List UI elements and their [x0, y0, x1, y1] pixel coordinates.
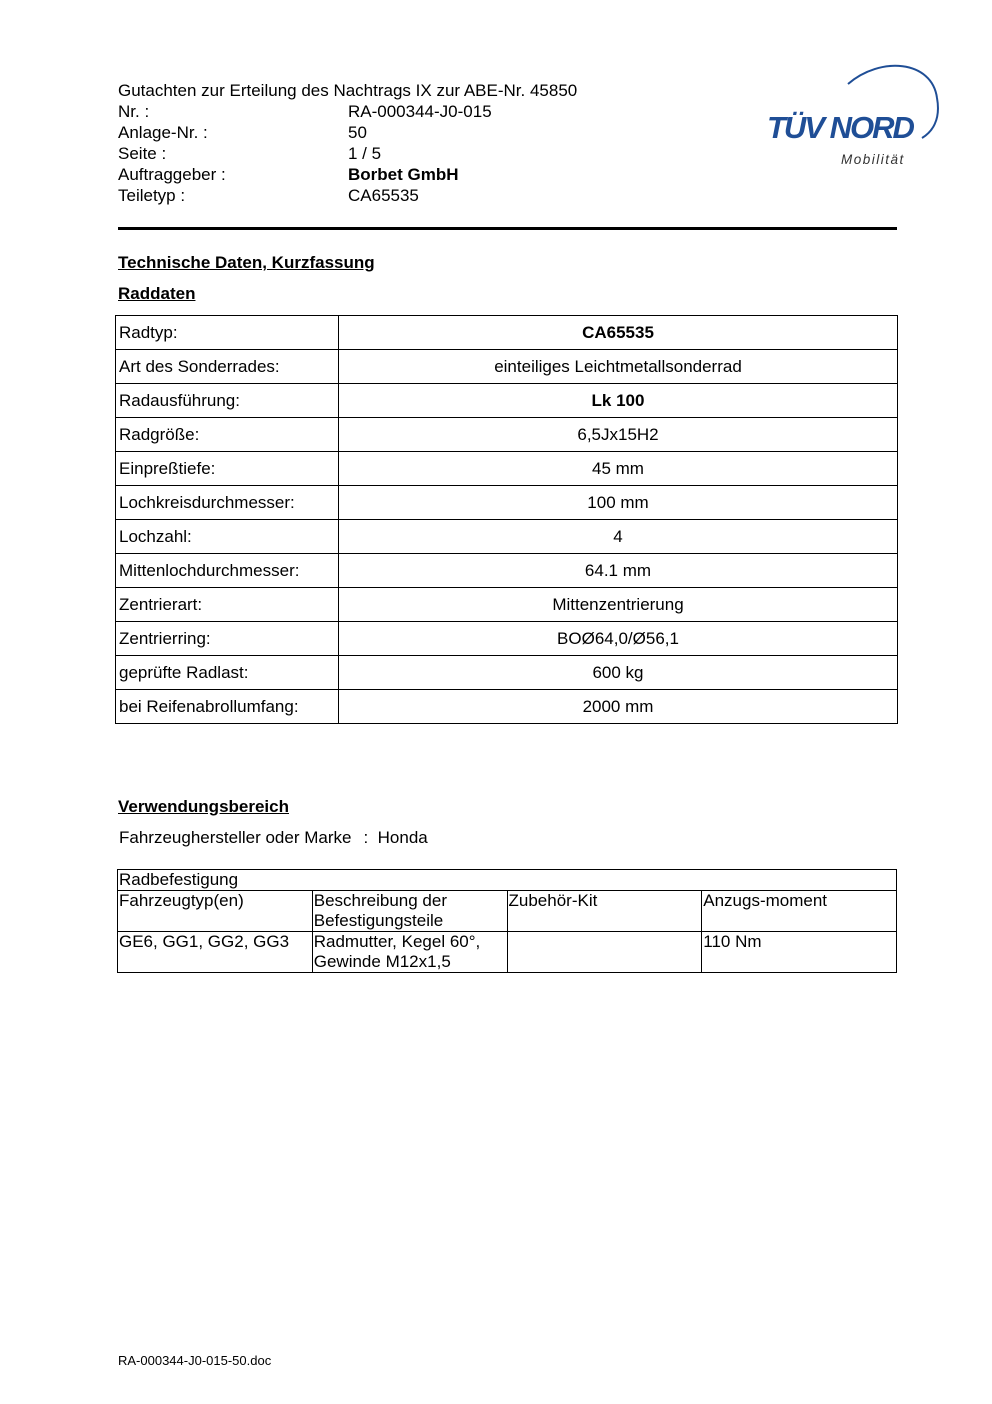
row-label: Lochkreisdurchmesser: [116, 486, 339, 520]
table-cell: GE6, GG1, GG2, GG3 [118, 932, 313, 973]
row-label: Radausführung: [116, 384, 339, 418]
table-title-row [118, 870, 897, 891]
row-label: Radtyp: [116, 316, 339, 350]
tuv-nord-logo [760, 58, 945, 178]
row-label: Radgröße: [116, 418, 339, 452]
table-row [116, 384, 898, 418]
header-divider [118, 227, 897, 230]
header-cell: Fahrzeugtyp(en) [118, 891, 313, 932]
table-row [116, 588, 898, 622]
header-label: Teiletyp : [118, 186, 186, 205]
header-value: 50 [348, 123, 367, 142]
section-heading-tech: Technische Daten, Kurzfassung [118, 253, 375, 272]
section-heading-raddaten: Raddaten [118, 284, 196, 303]
header-cell: Zubehör-Kit [507, 891, 702, 932]
row-value: 6,5Jx15H2 [339, 418, 898, 452]
row-value: 600 kg [339, 656, 898, 690]
row-value: Lk 100 [339, 384, 898, 418]
table-row [116, 316, 898, 350]
table-title-cell: Radbefestigung [118, 870, 897, 891]
row-value: 4 [339, 520, 898, 554]
manufacturer-value: Honda [377, 828, 428, 847]
row-label: Art des Sonderrades: [116, 350, 339, 384]
raddaten-table [115, 315, 898, 724]
header-value: CA65535 [348, 186, 419, 205]
row-label: Mittenlochdurchmesser: [116, 554, 339, 588]
row-value: 64.1 mm [339, 554, 898, 588]
table-cell: 110 Nm [702, 932, 897, 973]
document-title: Gutachten zur Erteilung des Nachtrags IX zur ABE-Nr. 45850 [118, 81, 578, 100]
row-label: Zentrierring: [116, 622, 339, 656]
table-cell [507, 932, 702, 973]
row-value: 2000 mm [339, 690, 898, 724]
footer-filename: RA-000344-J0-015-50.doc [118, 1353, 272, 1368]
table-cell: Radmutter, Kegel 60°, Gewinde M12x1,5 [312, 932, 507, 973]
table-row [116, 520, 898, 554]
row-label: Zentrierart: [116, 588, 339, 622]
row-value: einteiliges Leichtmetallsonderrad [339, 350, 898, 384]
table-row [116, 690, 898, 724]
row-value: 100 mm [339, 486, 898, 520]
header-cell: Anzugs-moment [702, 891, 897, 932]
table-row [116, 452, 898, 486]
table-row [116, 486, 898, 520]
table-header-row [118, 891, 897, 932]
manufacturer-line [119, 828, 428, 848]
radbefestigung-table [117, 869, 897, 973]
row-label: geprüfte Radlast: [116, 656, 339, 690]
table-row [116, 656, 898, 690]
section-heading-verwendung: Verwendungsbereich [118, 797, 289, 816]
manufacturer-separator: : [363, 828, 369, 847]
header-value: Borbet GmbH [348, 165, 459, 184]
header-cell: Beschreibung der Befestigungsteile [312, 891, 507, 932]
manufacturer-label: Fahrzeughersteller oder Marke [119, 828, 352, 847]
header-label: Seite : [118, 144, 167, 163]
table-row [116, 554, 898, 588]
header-value: RA-000344-J0-015 [348, 102, 492, 121]
header-label: Nr. : [118, 102, 150, 121]
row-value: 45 mm [339, 452, 898, 486]
table-row [116, 418, 898, 452]
header-value: 1 / 5 [348, 144, 382, 163]
table-row [116, 350, 898, 384]
header-label: Auftraggeber : [118, 165, 226, 184]
row-value: Mittenzentrierung [339, 588, 898, 622]
row-label: Lochzahl: [116, 520, 339, 554]
table-row [118, 932, 897, 973]
logo-wordmark: TÜV NORD [767, 110, 913, 145]
row-label: Einpreßtiefe: [116, 452, 339, 486]
row-value: BOØ64,0/Ø56,1 [339, 622, 898, 656]
header-label: Anlage-Nr. : [118, 123, 208, 142]
logo-subtitle: Mobilität [841, 152, 905, 167]
row-label: bei Reifenabrollumfang: [116, 690, 339, 724]
row-value: CA65535 [339, 316, 898, 350]
table-row [116, 622, 898, 656]
